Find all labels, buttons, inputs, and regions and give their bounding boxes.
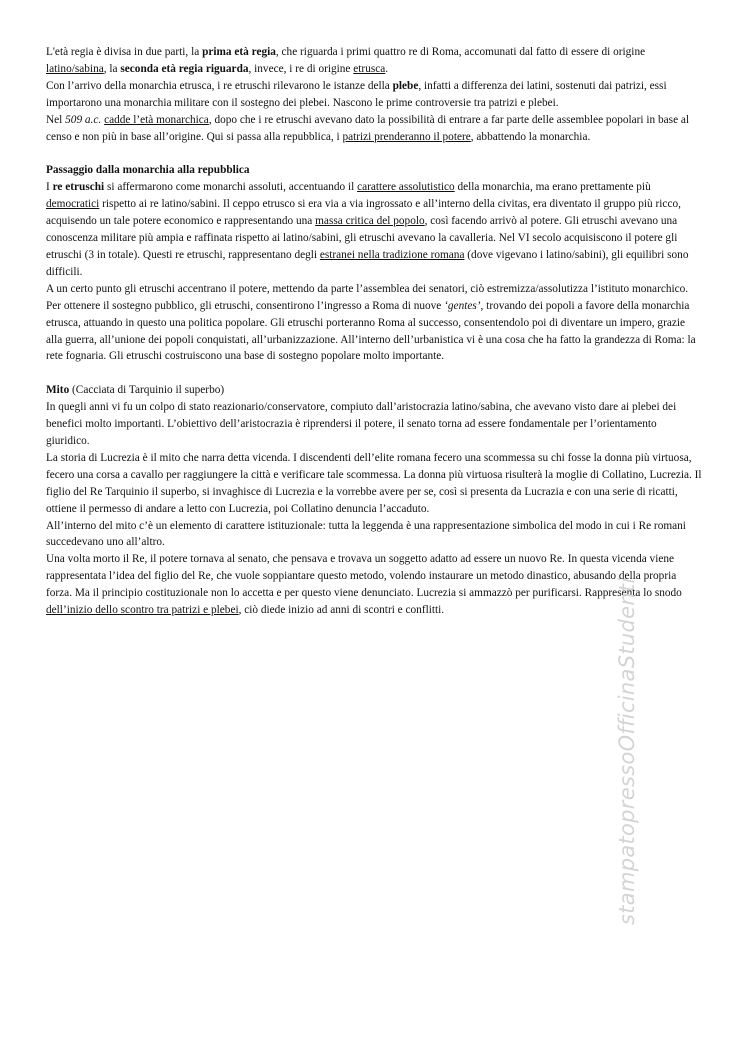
text-run: .	[385, 62, 389, 75]
underlined-term: cadde l’età monarchica	[104, 113, 209, 126]
text-run: , la	[103, 62, 121, 75]
intro-section	[46, 44, 702, 145]
document-body	[46, 44, 702, 619]
text-run: , così facendo arrivò al potere. Gli etruschi avevano una conoscenza militare più ampia e raffinata rispetto ai latino/sabini, gli etruschi avevano la cavalleria. Nel VI secolo acquisiscono il potere gli etruschi (3 in totale). Questi re etruschi, rappresentano degli	[46, 215, 678, 261]
text-run: I	[46, 181, 53, 194]
underlined-term: dell’inizio dello scontro tra patrizi e plebei	[46, 604, 239, 617]
text-run: , ciò diede inizio ad anni di scontri e conflitti.	[238, 604, 445, 617]
underlined-term: etrusca	[353, 62, 386, 75]
paragraph-gap	[46, 145, 702, 162]
underlined-term: latino/sabina	[46, 62, 104, 75]
italic-term: ‘gentes’	[444, 299, 481, 312]
text-run: rispetto ai re latino/sabini. Il ceppo etrusco si era via a via ingrossato e all’interno della civitas, era diventato il gruppo più ricco, acquisendo un tale potere economico e rappresentando una	[46, 198, 681, 228]
italic-date: 509 a.c.	[65, 113, 102, 126]
text-run: L'età regia è divisa in due parti, la	[46, 46, 203, 58]
section-heading	[46, 162, 702, 179]
intro-paragraph-3	[46, 112, 702, 146]
text-run: Una volta morto il Re, il potere tornava al senato, che pensava e trovava un soggetto adatto ad essere un nuovo Re. In questa vicenda viene rappresentata l’idea del figlio del Re, che vuole soppiantare questo metodo, volendo instaurare un metodo dinastico, abusando della propria forza. Ma il principio costituzionale non lo accetta e per questo viene denunciato. Lucrezia si ammazzò per purificarsi. Rappresenta lo snodo	[46, 553, 682, 600]
watermark: stampatopressoOfficinaStudenti	[615, 577, 639, 925]
paragraph-gap	[46, 365, 702, 382]
underlined-term: estranei nella tradizione romana	[319, 248, 465, 261]
bold-term: prima età regia	[202, 46, 276, 58]
section-monarchy-to-republic	[46, 162, 702, 365]
text-run: , infatti a differenza dei latini, sostenuti dai patrizi, essi importarono una monarchia militare con il sostegno dei plebei. Nascono le prime controversie tra patrizi e plebei.	[46, 79, 667, 109]
text-run: , abbattendo la monarchia.	[470, 130, 591, 143]
section3-paragraph-4	[46, 551, 702, 619]
text-run: Nel	[46, 113, 66, 126]
text-run: , trovando dei popoli a favore della monarchia etrusca, attuando in questo una politica popolare. Gli etruschi porteranno Roma al successo, consentendolo poi di diventare un impero, grazie alla guerra, all’unione dei popoli conquistati, all’urbanizzazione. All’interno dell’urbanistica vi è una cosa che ha fatto la grandezza di Roma: la rete fognaria. Gli etruschi costruiscono una base di sostegno popolare molto importante.	[46, 299, 696, 363]
intro-paragraph-2	[46, 78, 702, 112]
bold-term: plebe	[392, 79, 419, 92]
section-heading	[46, 382, 702, 399]
bold-term: re etruschi	[52, 181, 105, 194]
heading-text: Mito	[46, 384, 70, 397]
underlined-term: patrizi prenderanno il potere	[342, 130, 471, 143]
text-run: , invece, i re di origine	[248, 62, 354, 75]
section2-paragraph-2	[46, 281, 702, 366]
underlined-term: democratici	[46, 198, 100, 211]
text-run: si affermarono come monarchi assoluti, accentuando il	[104, 181, 358, 194]
underlined-term: carattere assolutistico	[357, 181, 455, 194]
section2-paragraph-1	[46, 179, 702, 280]
intro-paragraph-1	[46, 44, 702, 78]
text-run: della monarchia, ma erano prettamente più	[454, 181, 651, 194]
section3-paragraph-2: La storia di Lucrezia è il mito che narra detta vicenda. I discendenti dell’elite romana fecero una scommessa su chi fosse la donna più virtuosa, fecero una corsa a cavallo per raggiungere la città e verificare tale scommessa. La donna più virtuosa risulterà la moglie di Collatino, Lucrezia. Il figlio del Re Tarquinio il superbo, si invaghisce di Lucrezia e la vorrebbe avere per se, così si presenta da Lucrazia e con una serie di ricatti, ottiene il permesso di andare a letto con Lucrezia, poi Collatino denuncia l’accaduto.	[46, 451, 702, 515]
text-run: Con l’arrivo della monarchia etrusca, i re etruschi rilevarono le istanze della	[46, 79, 393, 92]
text-run: , dopo che i re etruschi avevano dato la possibilità di entrare a far parte delle assemblee popolari in base al censo e non più in base all’origine. Qui si passa alla repubblica, i	[46, 113, 690, 143]
heading-text: Passaggio dalla monarchia alla repubblica	[46, 164, 250, 177]
bold-term: seconda età regia riguarda	[120, 62, 249, 75]
underlined-term: massa critica del popolo	[315, 215, 425, 228]
section3-paragraph-1: In quegli anni vi fu un colpo di stato reazionario/conservatore, compiuto dall’aristocrazia latino/sabina, che avevano visto dare ai plebei dei benefici molto importanti. L’obiettivo dell’aristocrazia è riprendersi il potere, il senato torna ad essere fondamentale per l’orientamento giuridico.	[46, 401, 677, 448]
text-run: A un certo punto gli etruschi accentrano il potere, mettendo da parte l’assemblea dei senatori, ciò estremizza/assolutizza l’istituto monarchico. Per ottenere il sostegno pubblico, gli etruschi, consentirono l’ingresso a Roma di nuove	[46, 282, 689, 312]
text-run: , che riguarda i primi quattro re di Roma, accomunati dal fatto di essere di origine	[275, 46, 646, 58]
section-myth	[46, 382, 702, 619]
text-run: (dove vigevano i latino/sabini), gli equilibri sono difficili.	[46, 248, 689, 278]
section3-paragraph-3: All’interno del mito c’è un elemento di carattere istituzionale: tutta la leggenda è una rappresentazione simbolica del modo in cui i Re romani succedevano uno all’altro.	[46, 519, 686, 549]
heading-subtitle: (Cacciata di Tarquinio il superbo)	[69, 384, 225, 397]
